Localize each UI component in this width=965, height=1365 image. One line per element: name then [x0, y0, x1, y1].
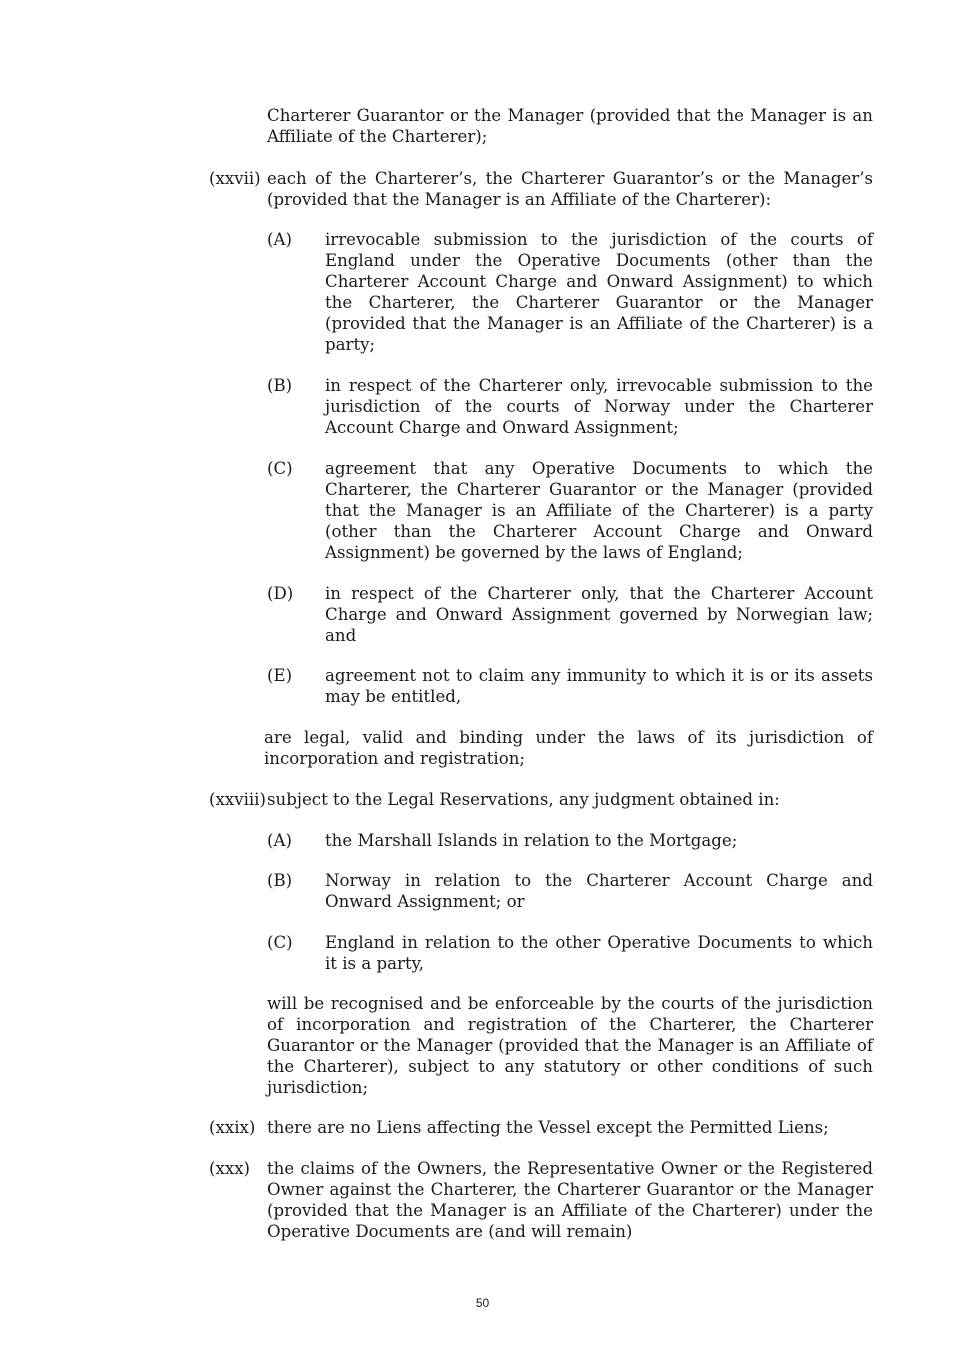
- subclause-text: irrevocable submission to the jurisdiction of the courts of England under the Operative Documents (other than the Charterer Account Charge and Onward Assignment) to which the Charterer, the Charterer Guarantor or the Manager (provided that the Manager is an Affiliate of the Charterer) is a party;: [325, 230, 873, 354]
- clause-number-xxvii: (xxvii): [209, 169, 261, 188]
- subclause-text: in respect of the Charterer only, that the Charterer Account Charge and Onward Assignment governed by Norwegian law; and: [325, 584, 873, 645]
- subclause-text: the Marshall Islands in relation to the Mortgage;: [325, 831, 738, 850]
- clause-tail-xxviii: will be recognised and be enforceable by the courts of the jurisdiction of incorporation and registration of the Charterer, the Charterer Guarantor or the Manager (provided that the Manager is an Affiliate of the Charterer), subject to any statutory or other conditions of such jurisdiction;: [267, 994, 873, 1097]
- continuation-paragraph: Charterer Guarantor or the Manager (provided that the Manager is an Affiliate of the Charterer);: [267, 106, 873, 146]
- subclause-number: (B): [267, 871, 293, 890]
- clause-number-xxix: (xxix): [209, 1118, 256, 1137]
- subclause-text: in respect of the Charterer only, irrevocable submission to the jurisdiction of the courts of Norway under the Charterer Account Charge and Onward Assignment;: [325, 376, 873, 437]
- subclause-number: (E): [267, 666, 293, 685]
- clause-number-xxx: (xxx): [209, 1159, 251, 1178]
- subclause-number: (B): [267, 376, 293, 395]
- subclause-number: (A): [267, 831, 292, 850]
- clause-tail-xxvii: are legal, valid and binding under the laws of its jurisdiction of incorporation and registration;: [264, 728, 873, 768]
- subclause-number: (D): [267, 584, 294, 603]
- subclause-text: Norway in relation to the Charterer Account Charge and Onward Assignment; or: [325, 871, 873, 911]
- page-number: 50: [475, 1296, 490, 1310]
- subclause-text: agreement that any Operative Documents to which the Charterer, the Charterer Guarantor or the Manager (provided that the Manager is an Affiliate of the Charterer) is a party (other than the Charterer Account Charge and Onward Assignment) be governed by the laws of England;: [325, 459, 873, 562]
- clause-number-xxviii: (xxviii): [209, 790, 266, 809]
- clause-text-xxvii: each of the Charterer’s, the Charterer Guarantor’s or the Manager’s (provided that the Manager is an Affiliate of the Charterer):: [267, 169, 873, 209]
- clause-text-xxviii: subject to the Legal Reservations, any judgment obtained in:: [267, 790, 780, 809]
- clause-text-xxx: the claims of the Owners, the Representative Owner or the Registered Owner against the Charterer, the Charterer Guarantor or the Manager (provided that the Manager is an Affiliate of the Charterer) under the Operative Documents are (and will remain): [267, 1159, 873, 1241]
- subclause-number: (C): [267, 459, 293, 478]
- subclause-text: England in relation to the other Operative Documents to which it is a party,: [325, 933, 873, 973]
- subclause-number: (A): [267, 230, 292, 249]
- subclause-text: agreement not to claim any immunity to which it is or its assets may be entitled,: [325, 666, 873, 706]
- subclause-number: (C): [267, 933, 293, 952]
- clause-text-xxix: there are no Liens affecting the Vessel except the Permitted Liens;: [267, 1118, 829, 1137]
